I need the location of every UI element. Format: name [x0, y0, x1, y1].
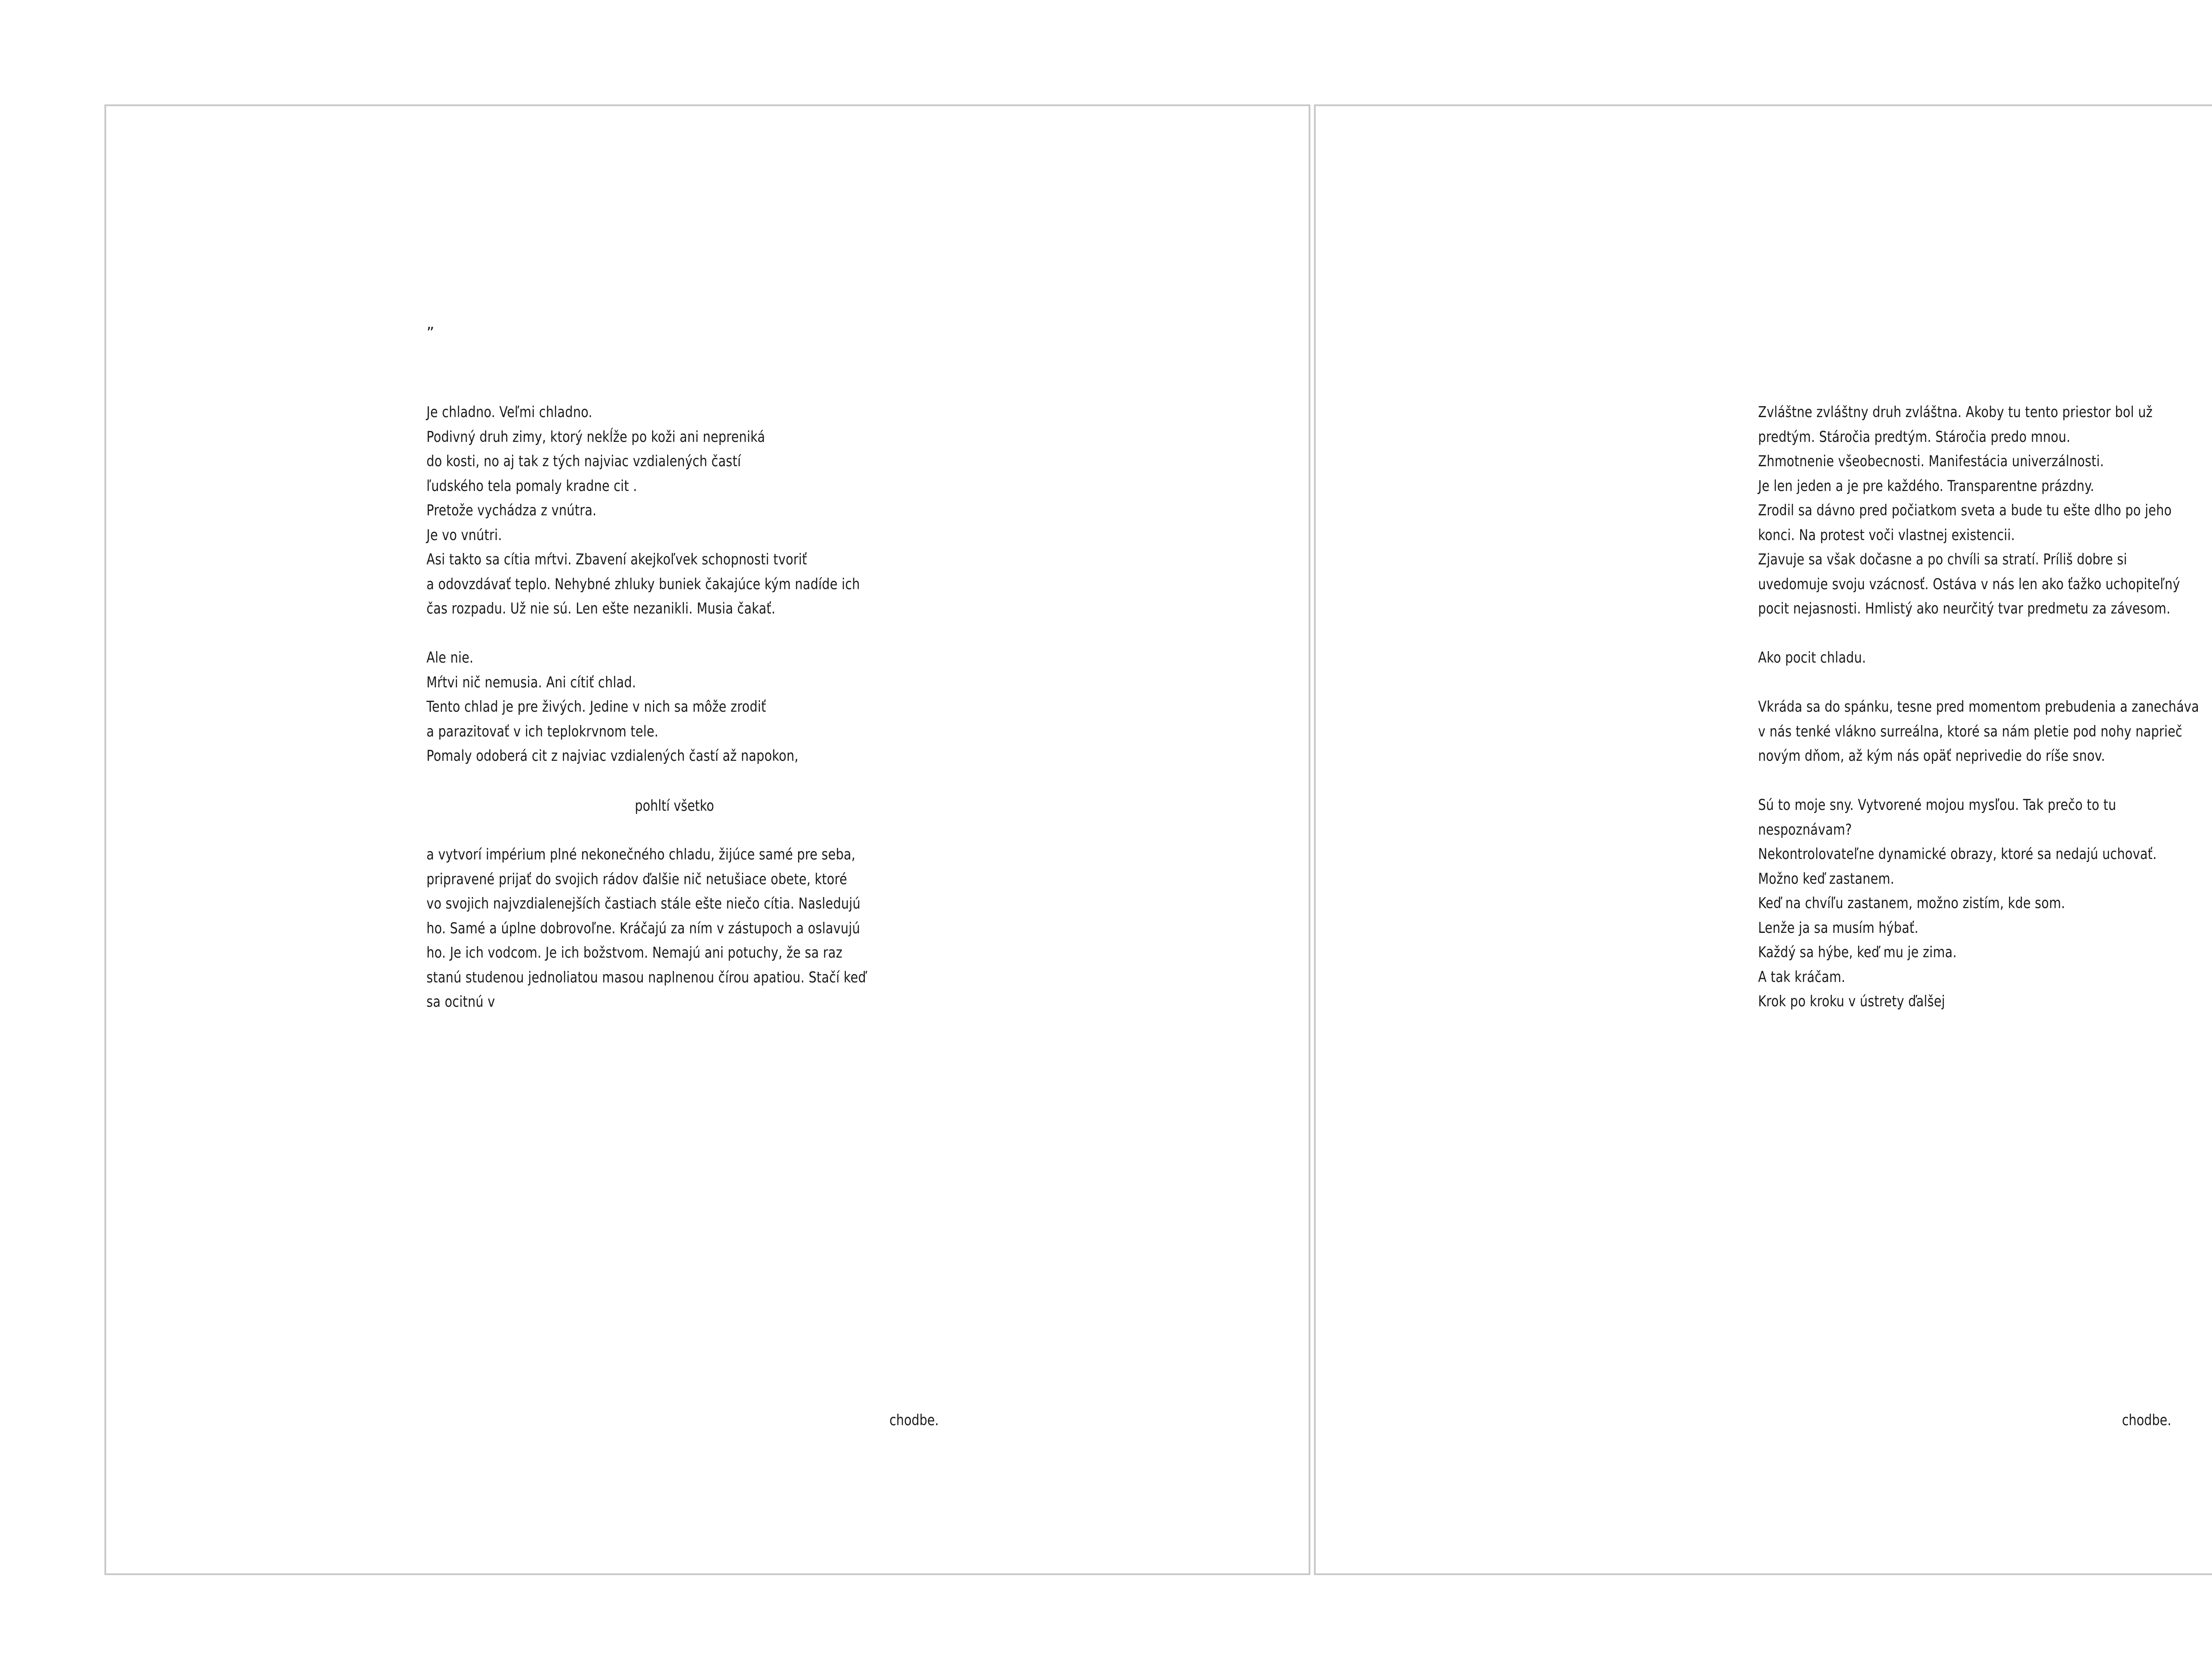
left-centered-line: pohltí všetko — [635, 797, 714, 815]
left-paragraph-2: a vytvorí impérium plné nekonečného chladu, žijúce samé pre seba, pripravené prijať do svojich rádov ďalšie nič netušiace obete, ktoré vo svojich najvzdialenejších častiach stále ešte niečo cítia. Nasledujú ho. Samé a úplne dobrovoľne. Kráčajú za ním v zástupoch a oslavujú ho. Je ich vodcom. Je ich božstvom. Nemajú ani potuchy, že sa raz stanú studenou jednoliatou masou naplnenou čírou apatiou. Stačí keď sa ocitnú v — [426, 846, 866, 1011]
right-page — [1314, 104, 2212, 1575]
right-paragraph-2: Ako pocit chladu. Vkráda sa do spánku, tesne pred momentom prebudenia a zanecháva v nás tenké vlákno surreálna, ktoré sa nám pletie pod nohy naprieč novým dňom, až kým nás opäť neprivedie do ríše snov. Sú to moje sny. Vytvorené mojou mysľou. Tak prečo to tu nespoznávam? Nekontrolovateľne dynamické obrazy, ktoré sa nedajú uchovať. Možno keď zastanem. Keď na chvíľu zastanem, možno zistím, kde som. Lenže ja sa musím hýbať. Každý sa hýbe, keď mu je zima. A tak kráčam. Krok po kroku v ústrety ďalšej — [1758, 649, 2199, 1010]
opening-quote-mark: „ — [426, 315, 434, 333]
left-paragraph-1: Je chladno. Veľmi chladno. Podivný druh zimy, ktorý nekĺže po koži ani nepreniká do kosti, no aj tak z tých najviac vzdialených častí ľudského tela pomaly kradne cit . Pretože vychádza z vnútra. Je vo vnútri. Asi takto sa cítia mŕtvi. Zbavení akejkoľvek schopnosti tvoriť a odovzdávať teplo. Nehybné zhluky buniek čakajúce kým nadíde ich čas rozpadu. Už nie sú. Len ešte nezanikli. Musia čakať. Ale nie. Mŕtvi nič nemusia. Ani cítiť chlad. Tento chlad je pre živých. Jedine v nich sa môže zrodiť a parazitovať v ich teplokrvnom tele. Pomaly odoberá cit z najviac vzdialených častí až napokon, — [426, 403, 860, 765]
right-paragraph-1: Zvláštne zvláštny druh zvláštna. Akoby tu tento priestor bol už predtým. Stáročia predtým. Stáročia predo mnou. Zhmotnenie všeobecnosti. Manifestácia univerzálnosti. Je len jeden a je pre každého. Transparentne prázdny. Zrodil sa dávno pred počiatkom sveta a bude tu ešte dlho po jeho konci. Na protest voči vlastnej existencii. Zjavuje sa však dočasne a po chvíli sa stratí. Príliš dobre si uvedomuje svoju vzácnosť. Ostáva v nás len ako ťažko uchopiteľný pocit nejasnosti. Hmlistý ako neurčitý tvar predmetu za závesom. — [1758, 403, 2180, 617]
book-spread — [104, 104, 2212, 1575]
right-page-footer: chodbe. — [2122, 1411, 2171, 1429]
left-page-footer: chodbe. — [889, 1411, 939, 1429]
left-page — [104, 104, 1310, 1575]
